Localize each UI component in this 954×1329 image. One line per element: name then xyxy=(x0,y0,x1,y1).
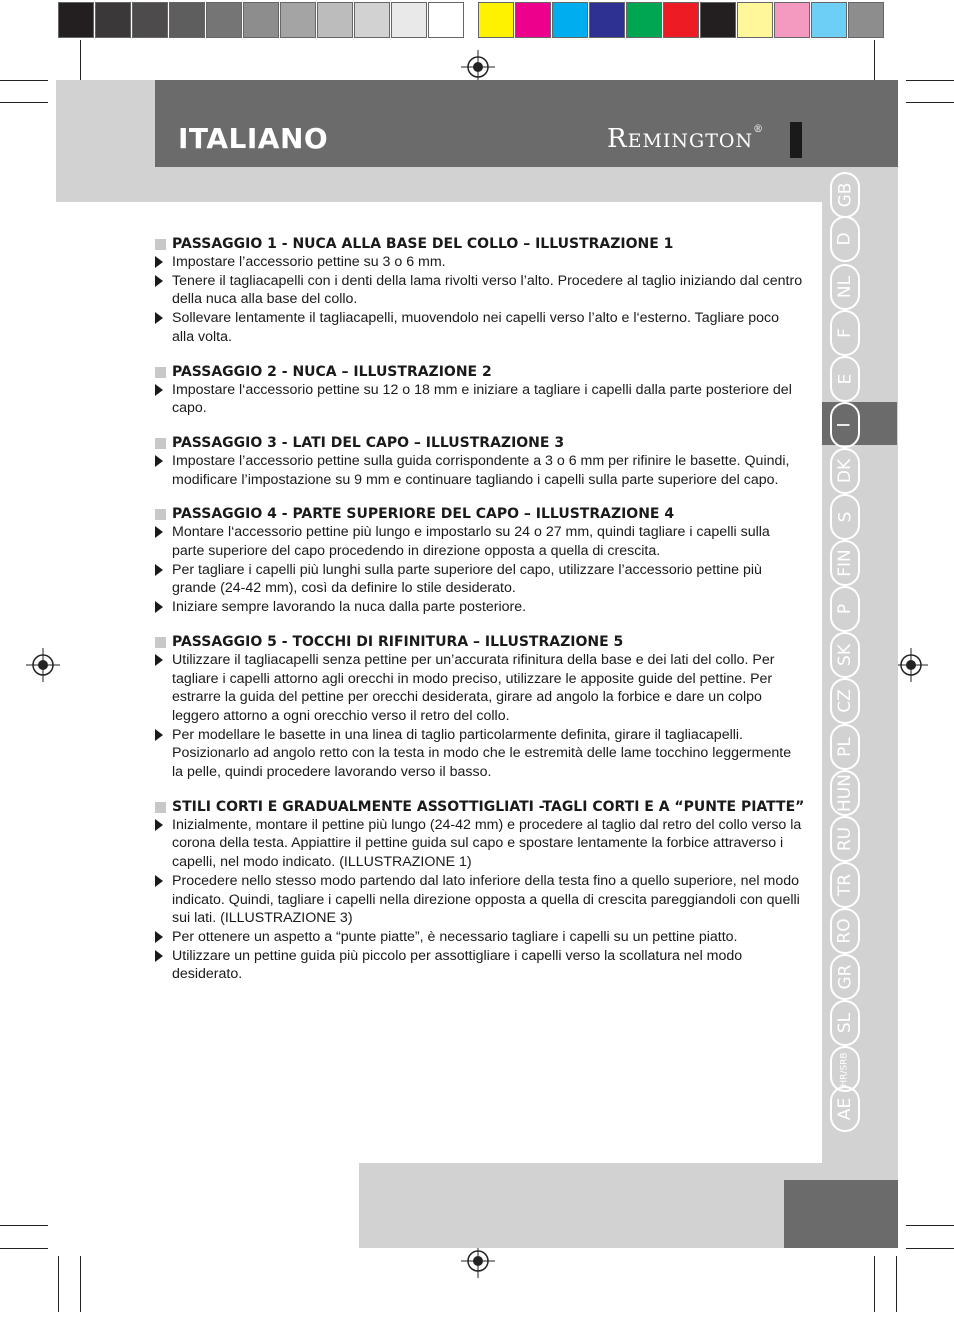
language-tab-label: RU xyxy=(834,826,855,852)
language-tab-label: CZ xyxy=(835,689,855,713)
section-heading-text: PASSAGGIO 1 - NUCA ALLA BASE DEL COLLO – ILLUSTRAZIONE 1 xyxy=(172,236,674,252)
bullet-arrow-icon xyxy=(155,526,163,538)
color-swatch xyxy=(354,2,390,38)
crop-mark xyxy=(0,1225,48,1226)
section-heading-text: STILI CORTI E GRADUALMENTE ASSOTTIGLIATI -TAGLI CORTI E A “PUNTE PIATTE” xyxy=(172,798,805,815)
language-tab-gb[interactable] xyxy=(830,172,860,218)
bullet-arrow-icon xyxy=(155,455,163,467)
color-swatch xyxy=(391,2,427,38)
instruction-item xyxy=(155,872,805,928)
color-calibration-bar xyxy=(58,2,885,38)
instruction-text: Sollevare lentamente il tagliacapelli, muovendolo nei capelli verso l’alto e l‘esterno. Tagliare poco alla volta. xyxy=(172,310,779,345)
section-heading xyxy=(155,506,805,523)
language-tab-label: SL xyxy=(834,1012,855,1034)
instruction-section xyxy=(155,236,805,347)
language-tab-hun[interactable] xyxy=(830,770,860,816)
color-swatch xyxy=(243,2,279,38)
heading-square-icon xyxy=(155,239,166,250)
language-tab-label: HUN xyxy=(835,774,856,812)
color-swatch xyxy=(515,2,551,38)
color-swatch xyxy=(58,2,94,38)
language-tab-dk[interactable] xyxy=(830,448,860,494)
language-tab-label: NL xyxy=(834,275,855,299)
instruction-item xyxy=(155,947,805,984)
brand-logo: REMINGTON® xyxy=(607,124,765,154)
crop-mark xyxy=(0,1248,48,1249)
bullet-arrow-icon xyxy=(155,256,163,268)
instruction-text: Montare l‘accessorio pettine più lungo e impostarlo su 24 o 27 mm, quindi tagliare i capelli sulla parte superiore del capo procedendo in direzione opposta a quella di crescita. xyxy=(172,524,770,560)
heading-square-icon xyxy=(155,367,166,378)
instruction-item xyxy=(155,928,805,947)
instruction-item xyxy=(155,598,805,617)
color-swatch xyxy=(811,2,847,38)
instruction-text: Utilizzare il tagliacapelli senza pettine per un’accurata rifinitura della base e dei lati del collo. Per tagliare i capelli attorno agli orecchi in modo preciso, utilizzare le apposite guide del pettine. Per estrarre la guida del pettine per orecchi desiderata, girare ad angolo la forbice e dare un colpo leggero attorno a ogni orecchio verso il retro del collo. xyxy=(172,651,775,724)
section-heading xyxy=(155,799,805,816)
language-tab-pl[interactable] xyxy=(830,724,860,770)
color-swatch xyxy=(737,2,773,38)
instruction-text: Impostare l’accessorio pettine sulla guida corrispondente a 3 o 6 mm per rifinire le basette. Quindi, modificare l’impostazione su 9 mm e continuare tagliando i capelli sulla parte superiore del capo. xyxy=(172,452,790,488)
instruction-section xyxy=(155,799,805,984)
crop-mark xyxy=(0,80,48,81)
registration-mark-icon xyxy=(26,648,60,682)
bullet-arrow-icon xyxy=(155,875,163,887)
language-tab-ru[interactable] xyxy=(830,816,860,862)
crop-mark xyxy=(80,1256,81,1312)
crop-mark xyxy=(906,1225,954,1226)
bullet-arrow-icon xyxy=(155,601,163,613)
instruction-text: Per tagliare i capelli più lunghi sulla parte superiore del capo, utilizzare l’accessorio pettine più grande (24-42 mm), così da definire lo stile desiderato. xyxy=(172,561,762,597)
language-tab-label: P xyxy=(834,603,855,615)
language-tab-label: E xyxy=(835,373,855,385)
bullet-arrow-icon xyxy=(155,654,163,666)
crop-mark xyxy=(58,1256,59,1312)
bullet-arrow-icon xyxy=(155,950,163,962)
language-tab-label: RO xyxy=(834,918,855,944)
language-tab-label: I xyxy=(834,422,855,428)
color-swatch xyxy=(280,2,316,38)
crop-mark xyxy=(80,40,81,80)
registration-mark-icon xyxy=(461,50,495,84)
language-tab-label: PL xyxy=(834,737,855,757)
language-tab-s[interactable] xyxy=(830,494,860,540)
language-tab-label: GB xyxy=(835,182,855,208)
color-swatch xyxy=(428,2,464,38)
language-tab-ae[interactable] xyxy=(830,1086,860,1132)
color-swatch xyxy=(774,2,810,38)
instruction-item xyxy=(155,309,805,346)
language-tab-f[interactable] xyxy=(830,310,860,356)
color-swatch xyxy=(552,2,588,38)
crop-mark xyxy=(874,1256,875,1312)
instruction-item xyxy=(155,726,805,782)
color-swatch xyxy=(95,2,131,38)
color-swatch xyxy=(848,2,884,38)
crop-mark xyxy=(0,102,48,103)
language-tab-label: SK xyxy=(834,644,855,666)
instruction-item xyxy=(155,272,805,309)
language-tab-label: GR xyxy=(835,964,855,990)
color-swatch xyxy=(663,2,699,38)
bullet-arrow-icon xyxy=(155,931,163,943)
language-tab-label: S xyxy=(834,511,855,523)
registration-mark-icon xyxy=(461,1244,495,1278)
color-swatch xyxy=(132,2,168,38)
language-tab-label: FIN xyxy=(835,549,856,577)
language-tab-nl[interactable] xyxy=(830,264,860,310)
bullet-arrow-icon xyxy=(155,312,163,324)
instruction-item xyxy=(155,651,805,726)
page-number-box xyxy=(784,1180,898,1248)
color-swatch xyxy=(169,2,205,38)
instruction-text: Iniziare sempre lavorando la nuca dalla parte posteriore. xyxy=(172,599,527,616)
instruction-text: Impostare l‘accessorio pettine su 12 o 18 mm e iniziare a tagliare i capelli dalla parte posteriore del capo. xyxy=(172,381,792,417)
language-tab-p[interactable] xyxy=(830,586,860,632)
language-tab-i[interactable] xyxy=(830,402,860,448)
section-heading xyxy=(155,435,805,452)
language-tab-label: F xyxy=(835,328,855,338)
section-heading-text: PASSAGGIO 2 - NUCA – ILLUSTRAZIONE 2 xyxy=(172,363,492,380)
crop-mark xyxy=(906,102,954,103)
color-swatch xyxy=(626,2,662,38)
crop-mark xyxy=(874,40,875,80)
brand-bar xyxy=(790,122,802,158)
instruction-section xyxy=(155,435,805,489)
bullet-arrow-icon xyxy=(155,564,163,576)
color-swatch xyxy=(589,2,625,38)
bullet-arrow-icon xyxy=(155,384,163,396)
instruction-item xyxy=(155,381,805,418)
instruction-text: Procedere nello stesso modo partendo dal lato inferiore della testa fino a quello superiore, nel modo indicato. Quindi, tagliare i capelli nella direzione opposta a quella di crescita pareggiandoli con quelli sui lati. (ILLUSTRAZIONE 3) xyxy=(172,872,800,927)
instruction-section xyxy=(155,506,805,617)
crop-mark xyxy=(906,80,954,81)
section-heading-text: PASSAGGIO 5 - TOCCHI DI RIFINITURA – ILLUSTRAZIONE 5 xyxy=(172,633,624,650)
language-tab-label: HR/SRB xyxy=(839,1051,850,1087)
language-tab-label: DK xyxy=(835,458,855,484)
language-tab-label: TR xyxy=(834,873,855,897)
section-heading-text: PASSAGGIO 4 - PARTE SUPERIORE DEL CAPO – ILLUSTRAZIONE 4 xyxy=(172,506,675,523)
instruction-text: Inizialmente, montare il pettine più lungo (24-42 mm) e procedere al taglio dal retro del collo verso la corona della testa. Appiattire il pettine guida sul capo e spostare lentamente la forbice attraverso i capelli, nel modo indicato. (ILLUSTRAZIONE 1) xyxy=(172,816,802,871)
section-heading xyxy=(155,364,805,381)
instruction-item xyxy=(155,561,805,598)
section-heading xyxy=(155,236,805,253)
instruction-item xyxy=(155,523,805,560)
language-tab-tr[interactable] xyxy=(830,862,860,908)
color-swatch xyxy=(700,2,736,38)
instruction-item xyxy=(155,253,805,272)
registration-mark-icon xyxy=(894,648,928,682)
bullet-arrow-icon xyxy=(155,275,163,287)
language-tab-label: D xyxy=(835,232,855,246)
instructions-content xyxy=(155,236,805,1001)
page-title: ITALIANO xyxy=(178,122,329,155)
color-swatch xyxy=(317,2,353,38)
language-tab-gr[interactable] xyxy=(830,954,860,1000)
instruction-text: Tenere il tagliacapelli con i denti della lama rivolti verso l’alto. Procedere al taglio iniziando dal centro della nuca alla base del collo. xyxy=(172,272,803,308)
instruction-text: Utilizzare un pettine guida più piccolo per assottigliare i capelli verso la scollatura nel modo desiderato. xyxy=(172,947,743,983)
bullet-arrow-icon xyxy=(155,819,163,831)
color-swatch xyxy=(478,2,514,38)
instruction-item xyxy=(155,816,805,872)
crop-mark xyxy=(906,1248,954,1249)
section-heading-text: PASSAGGIO 3 - LATI DEL CAPO – ILLUSTRAZIONE 3 xyxy=(172,434,565,451)
language-tab-ro[interactable] xyxy=(830,908,860,954)
heading-square-icon xyxy=(155,802,166,813)
instruction-text: Per ottenere un aspetto a “punte piatte”, è necessario tagliare i capelli su un pettine piatto. xyxy=(172,928,738,945)
crop-mark xyxy=(896,1256,897,1312)
language-tab-e[interactable] xyxy=(830,356,860,402)
bullet-arrow-icon xyxy=(155,729,163,741)
instruction-section xyxy=(155,634,805,782)
section-heading xyxy=(155,634,805,651)
instruction-section xyxy=(155,364,805,418)
heading-square-icon xyxy=(155,637,166,648)
instruction-item xyxy=(155,452,805,489)
language-tab-sk[interactable] xyxy=(830,632,860,678)
instruction-text: Impostare l’accessorio pettine su 3 o 6 mm. xyxy=(172,254,446,270)
instruction-text: Per modellare le basette in una linea di taglio particolarmente definita, girare il tagliacapelli. Posizionarlo ad angolo retto con la testa in modo che le estremità delle lame tocchino leggermente la pelle, quindi procedere lavorando verso il basso. xyxy=(172,726,792,781)
heading-square-icon xyxy=(155,509,166,520)
language-tab-d[interactable] xyxy=(830,216,860,262)
language-tab-fin[interactable] xyxy=(830,540,860,586)
color-swatch xyxy=(206,2,242,38)
language-tab-sl[interactable] xyxy=(830,1000,860,1046)
heading-square-icon xyxy=(155,438,166,449)
language-tab-cz[interactable] xyxy=(830,678,860,724)
language-tab-label: AE xyxy=(835,1097,855,1121)
